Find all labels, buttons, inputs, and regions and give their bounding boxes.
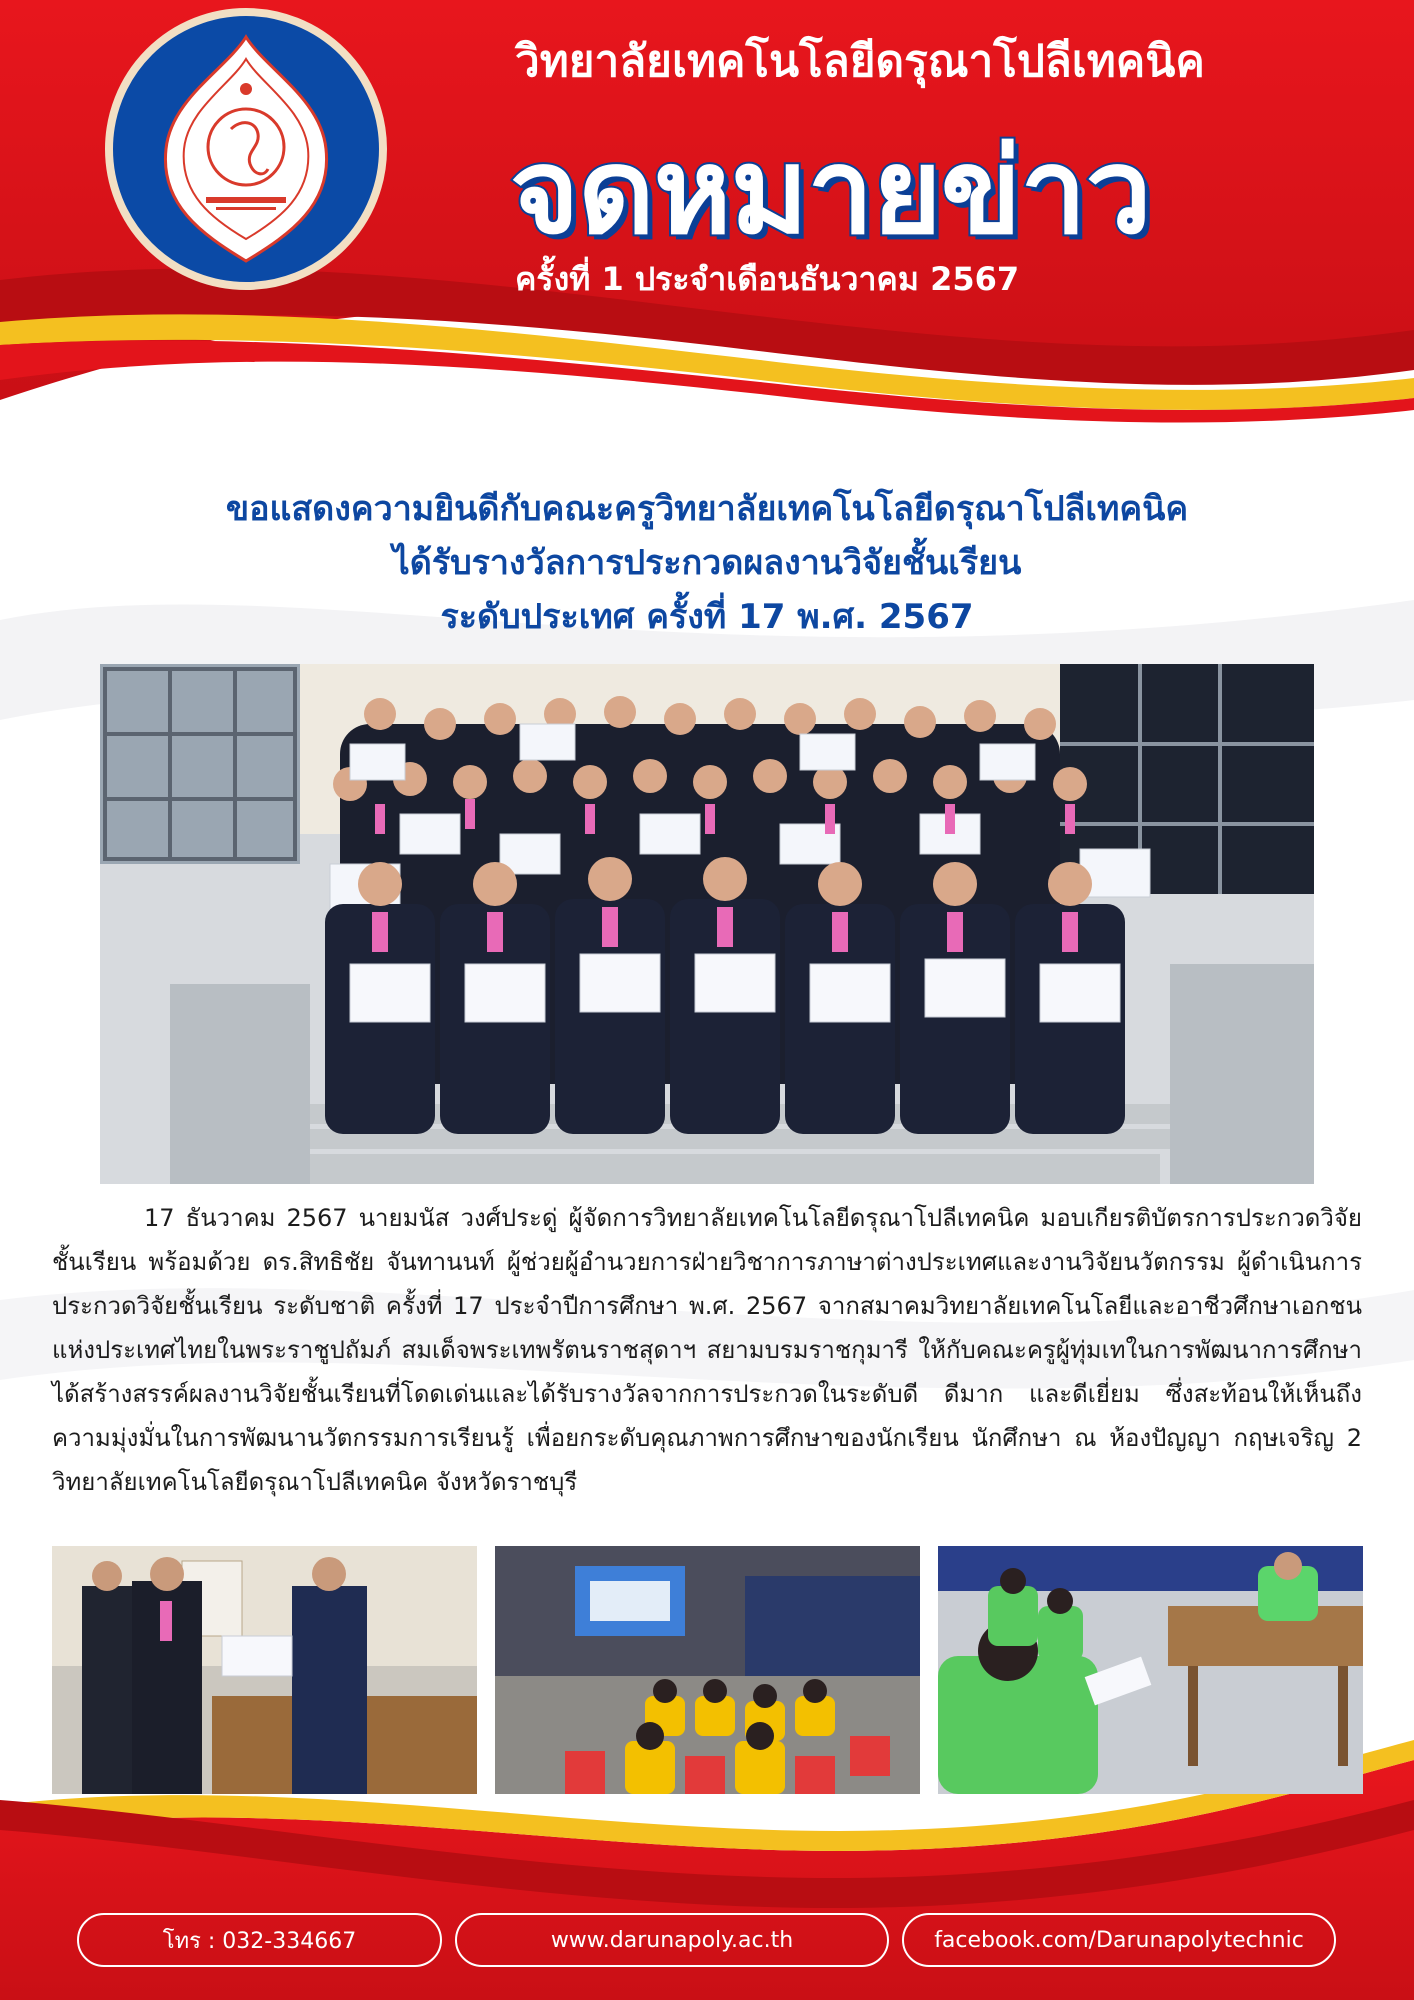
main-group-photo [100,664,1314,1184]
college-logo [105,8,387,290]
college-emblem-icon [146,29,346,269]
college-name: วิทยาลัยเทคโนโลยีดรุณาโปลีเทคนิค [515,36,1205,87]
headline-line-2: ได้รับรางวัลการประกวดผลงานวิจัยชั้นเรียน [392,543,1022,583]
headline-line-3: ระดับประเทศ ครั้งที่ 17 พ.ศ. 2567 [440,597,974,637]
article-body: 17 ธันวาคม 2567 นายมนัส วงศ์ประดู่ ผู้จัดการวิทยาลัยเทคโนโลยีดรุณาโปลีเทคนิค มอบเกียรติบัตรการประกวดวิจัยชั้นเรียน พร้อมด้วย ดร.สิทธิชัย จันทานนท์ ผู้ช่วยผู้อำนวยการฝ่ายวิชาการภาษาต่างประเทศและงานวิจัยนวัตกรรม ผู้ดำเนินการประกวดวิจัยชั้นเรียน ระดับชาติ ครั้งที่ 17 ประจำปีการศึกษา พ.ศ. 2567 จากสมาคมวิทยาลัยเทคโนโลยีและอาชีวศึกษาเอกชนแห่งประเทศไทยในพระราชูปถัมภ์ สมเด็จพระเทพรัตนราชสุดาฯ สยามบรมราชกุมารี ให้กับคณะครูผู้ทุ่มเทในการพัฒนาการศึกษาได้สร้างสรรค์ผลงานวิจัยชั้นเรียนที่โดดเด่นและได้รับรางวัลจากการประกวดในระดับดี ดีมาก และดีเยี่ยม ซึ่งสะท้อนให้เห็นถึงความมุ่งมั่นในการพัฒนานวัตกรรมการเรียนรู้ เพื่อยกระดับคุณภาพการศึกษาของนักเรียน นักศึกษา ณ ห้องปัญญา กฤษเจริญ 2 วิทยาลัยเทคโนโลยีดรุณาโปลีเทคนิค จังหวัดราชบุรี [52,1204,1362,1496]
photo-illustration-1 [52,1546,477,1794]
photo-illustration-3 [938,1546,1363,1794]
photo-presentation-room [495,1546,920,1794]
newsletter-title: จดหมายข่าว [510,122,1151,260]
group-photo-illustration [100,664,1314,1184]
photo-illustration-2 [495,1546,920,1794]
headline-line-1: ขอแสดงความยินดีกับคณะครูวิทยาลัยเทคโนโลยีดรุณาโปลีเทคนิค [225,489,1189,529]
website-link[interactable]: www.darunapoly.ac.th [455,1913,889,1967]
photo-certificate-handover [52,1546,477,1794]
phone-pill: โทร : 032-334667 [77,1913,442,1967]
facebook-link[interactable]: facebook.com/Darunapolytechnic [902,1913,1336,1967]
issue-line: ครั้งที่ 1 ประจำเดือนธันวาคม 2567 [515,260,1020,298]
photo-judges-table [938,1546,1363,1794]
headline [100,482,1314,644]
